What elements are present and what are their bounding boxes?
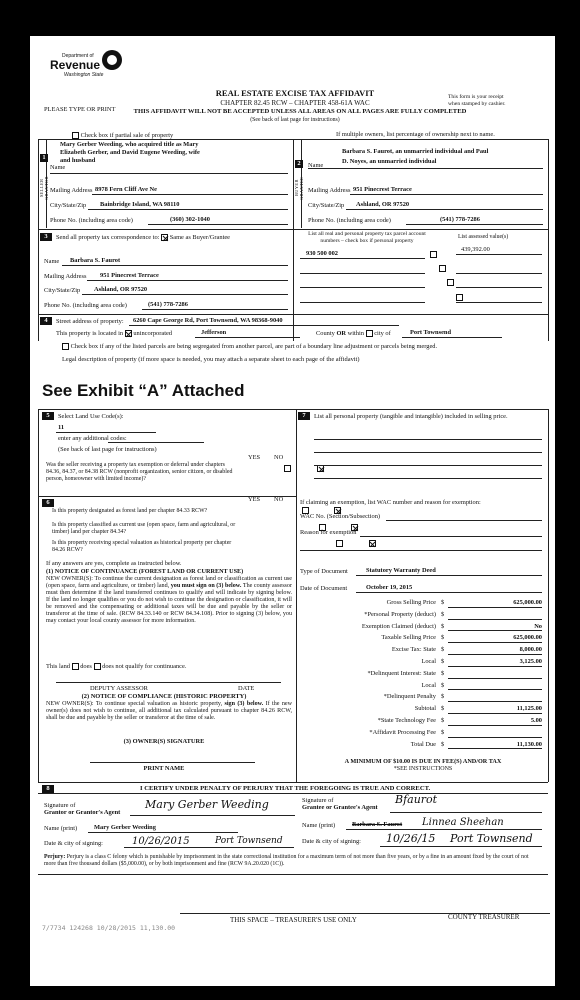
section-4-number: 4 xyxy=(40,317,52,325)
seller-city-label: City/State/Zip xyxy=(50,202,87,209)
calc-label: *Delinquent Interest: State xyxy=(367,669,436,677)
calc-value[interactable]: 625,000.00 xyxy=(513,599,542,606)
perjury-note: Perjury: Perjury is a class C felony which is punishable by imprisonment in the state correctional institution for a maximum term of not more than five years, or by a fine in an amount fixed by the court of not more than five thousand dollars ($5,000.00), or by both imprisonment and fine (RCW 9A.20.020 (1C)). xyxy=(44,854,529,867)
notice1-title: (1) NOTICE OF CONTINUANCE (FOREST LAND OR CURRENT USE) xyxy=(46,568,244,575)
section-5-number: 5 xyxy=(42,412,54,420)
calc-label: *State Technology Fee xyxy=(377,717,436,724)
grantee-signature[interactable]: Bfaurot xyxy=(395,793,438,806)
correspondence-label: Send all property tax correspondence to: Same as Buyer/Grantee xyxy=(56,234,231,241)
exemption-question: Was the seller receiving a property tax exemption or deferral under chapters 84.36, 84.37, or 84.38 RCW (nonprofit organization, senior citizen, or disabled person, homeowner with limited income)? xyxy=(46,462,233,482)
grantor-date-label: Date & city of signing: xyxy=(44,840,103,847)
seller-name-label: Name xyxy=(50,164,66,171)
section-6-no: NO xyxy=(274,496,284,503)
land-use-see-back: (See back of last page for instructions) xyxy=(58,446,157,453)
calc-underline xyxy=(448,678,542,679)
calc-label: Exemption Claimed (deduct) xyxy=(361,622,436,630)
buyer-name-label: Name xyxy=(308,162,324,169)
calc-value[interactable]: 5.00 xyxy=(530,717,542,724)
calc-underline xyxy=(448,713,542,714)
logo-revenue: Revenue xyxy=(50,58,101,72)
county-treasurer: COUNTY TREASURER xyxy=(448,913,520,921)
calc-value[interactable]: No xyxy=(534,622,542,630)
section-1-number: 1 xyxy=(40,154,48,162)
calc-underline xyxy=(448,630,542,631)
grantee-sig-label-1: Signature of xyxy=(302,797,334,804)
seller-mailing-label: Mailing Address xyxy=(50,187,93,194)
see-instructions: *SEE INSTRUCTIONS xyxy=(393,766,453,772)
corr-city[interactable]: Ashland, OR 97520 xyxy=(94,286,148,293)
form-warning: THIS AFFIDAVIT WILL NOT BE ACCEPTED UNLESS ALL AREAS ON ALL PAGES ARE FULLY COMPLETED xyxy=(133,108,467,115)
grantee-name-label: Name (print) xyxy=(302,822,336,829)
calc-label: Excise Tax: State xyxy=(391,646,436,654)
calc-row xyxy=(300,681,542,693)
calc-underline xyxy=(448,607,542,608)
document-type[interactable]: Statutory Warranty Deed xyxy=(366,567,436,574)
calc-row xyxy=(300,704,542,716)
document-date-label: Date of Document xyxy=(300,585,348,592)
grantor-sig-label-1: Signature of xyxy=(44,802,76,809)
section-6-yes: YES xyxy=(248,496,261,503)
seller-name-1[interactable]: Mary Gerber Weeding, who acquired title as Mary xyxy=(60,141,199,148)
calc-currency: $ xyxy=(441,622,445,630)
county-value[interactable]: Jefferson xyxy=(201,329,227,336)
calc-currency: $ xyxy=(441,693,445,701)
minimum-due: A MINIMUM OF $10.00 IS DUE IN FEE(S) AND/OR TAX xyxy=(344,758,502,765)
owner-signature-label: (3) OWNER(S) SIGNATURE xyxy=(123,738,205,745)
calc-row xyxy=(300,622,542,634)
seller-city[interactable]: Bainbridge Island, WA 98110 xyxy=(100,201,180,208)
calc-value[interactable]: 625,000.00 xyxy=(513,634,542,642)
deputy-date-label: DATE xyxy=(238,685,255,692)
corr-name[interactable]: Barbara S. Faurot xyxy=(70,257,121,264)
forest-q3-yes-checkbox[interactable] xyxy=(336,540,343,547)
corr-phone[interactable]: (541) 778-7286 xyxy=(148,301,188,308)
partial-sale-checkbox[interactable] xyxy=(72,132,79,139)
this-land-row: This land does does not qualify for continuance. xyxy=(46,663,187,670)
calc-row xyxy=(300,669,542,681)
corr-mailing[interactable]: 951 Pinecrest Terrace xyxy=(100,272,159,279)
deputy-assessor-label: DEPUTY ASSESSOR xyxy=(90,685,148,692)
personal-property-label: List all personal property (tangible and intangible) included in selling price. xyxy=(314,413,508,420)
calc-underline xyxy=(448,654,542,655)
affidavit-page xyxy=(30,36,555,986)
treasurer-stamp: 7/7734 124268 10/28/2015 11,130.00 xyxy=(42,924,176,932)
wac-label: WAC No. (Section/Subsection) xyxy=(300,513,381,520)
please-type: PLEASE TYPE OR PRINT xyxy=(44,106,116,113)
calc-label: Taxable Selling Price xyxy=(381,634,436,642)
calc-currency: $ xyxy=(441,705,445,713)
parcel-1-personal-checkbox[interactable] xyxy=(430,251,437,258)
calc-row xyxy=(300,657,542,669)
buyer-side-label: BUYER GRANTEE xyxy=(294,140,302,228)
logo-line1: Department of xyxy=(62,53,94,59)
seller-name-3[interactable]: and husband xyxy=(60,157,96,164)
calc-label: Local xyxy=(421,658,436,665)
calc-row xyxy=(300,645,542,657)
grantor-signature[interactable]: Mary Gerber Weeding xyxy=(145,798,269,811)
forest-q3: Is this property receiving special valuation as historical property per chapter 84.26 RCW? xyxy=(52,540,232,553)
land-use-label: Select Land Use Code(s): xyxy=(58,413,124,420)
treasurer-space: THIS SPACE – TREASURER'S USE ONLY xyxy=(230,916,357,924)
corr-phone-label: Phone No. (including area code) xyxy=(44,302,127,309)
calc-underline xyxy=(448,619,542,620)
assessed-header: List assessed value(s) xyxy=(458,234,509,240)
calc-underline xyxy=(448,725,542,726)
corr-city-label: City/State/Zip xyxy=(44,287,81,294)
notice2-body: NEW OWNER(S): To continue special valuation as historic property, sign (3) below. If the new owner(s) does not wish to continue, all additional tax calculated pursuant to chapter 84.26 RCW, shall be due and payable by the seller or transferor at the time of sale. xyxy=(46,701,293,721)
calc-label: *Personal Property (deduct) xyxy=(364,610,436,618)
dor-logo xyxy=(42,50,122,82)
buyer-phone[interactable]: (541) 778-7286 xyxy=(440,216,480,223)
exemption-label: If claiming an exemption, list WAC number and reason for exemption: xyxy=(300,499,481,506)
buyer-city[interactable]: Ashland, OR 97520 xyxy=(356,201,410,208)
seller-phone-label: Phone No. (including area code) xyxy=(50,217,133,224)
section-5-yes: YES xyxy=(248,454,261,461)
buyer-mailing[interactable]: 951 Pinecrest Terrace xyxy=(353,186,412,193)
grantee-date-label: Date & city of signing: xyxy=(302,838,361,845)
calc-currency: $ xyxy=(441,599,445,606)
calc-underline xyxy=(448,737,542,738)
does-qualify-checkbox[interactable] xyxy=(72,663,79,670)
calc-row xyxy=(300,610,542,622)
grantor-name[interactable]: Mary Gerber Weeding xyxy=(94,824,156,831)
same-as-buyer-checkbox[interactable] xyxy=(161,234,168,241)
grantor-sig-label-2: Grantor or Grantor's Agent xyxy=(44,809,121,816)
legal-description-label: Legal description of property (if more space is needed, you may attach a separate sheet to each page of the affidavit) xyxy=(62,356,360,363)
notice1-body: NEW OWNER(S): To continue the current designation as forest land or classification as current use (open space, farm and agriculture, or timber) land, you must sign on (3) below. The county assessor must then determine if the land transferred continues to qualify and will indicate by signing below. If the land no longer qualifies or you do not wish to continue the designation or classification, it will be removed and the compensating or additional taxes will be due and payable by the seller or transferor at the time of sale. (RCW 84.33.140 or RCW 84.34.108). Prior to signing (3) below, you may contact your local county assessor for more information. xyxy=(46,576,293,624)
logo-state: Washington State xyxy=(64,72,104,78)
buyer-city-label: City/State/Zip xyxy=(308,202,345,209)
form-chapters: CHAPTER 82.45 RCW – CHAPTER 458-61A WAC xyxy=(220,99,370,107)
parcels-header-2: numbers – check box if personal property xyxy=(320,238,414,244)
parcel-1[interactable]: 930 500 002 xyxy=(306,250,338,257)
grantee-sig-label-2: Grantee or Grantee's Agent xyxy=(302,804,378,811)
exemption-no-checkbox[interactable] xyxy=(317,465,324,472)
parcel-2-personal-checkbox[interactable] xyxy=(439,265,446,272)
calc-underline xyxy=(448,642,542,643)
calc-label: Gross Selling Price xyxy=(386,599,436,606)
multiple-owners-note: If multiple owners, list percentage of ownership next to name. xyxy=(336,131,495,138)
form-title: REAL ESTATE EXCISE TAX AFFIDAVIT xyxy=(215,88,375,98)
calc-label: Subtotal xyxy=(414,705,436,713)
certify-title: I CERTIFY UNDER PENALTY OF PERJURY THAT THE FOREGOING IS TRUE AND CORRECT. xyxy=(140,785,431,792)
additional-codes-label: enter any additional codes: xyxy=(58,435,127,442)
city-value[interactable]: Port Townsend xyxy=(410,329,452,336)
section-8-number: 8 xyxy=(42,785,54,793)
document-type-label: Type of Document xyxy=(300,568,348,575)
county-or-row: County OR within city of xyxy=(316,330,391,337)
buyer-mailing-label: Mailing Address xyxy=(308,187,351,194)
section-3-number: 3 xyxy=(40,233,52,241)
grantee-date[interactable]: 10/26/15 xyxy=(386,832,436,845)
parcel-4-personal-checkbox[interactable] xyxy=(456,294,463,301)
calc-label: Total Due xyxy=(410,740,436,748)
calc-label: *Delinquent Penalty xyxy=(383,693,436,701)
grantee-city[interactable]: Port Townsend xyxy=(450,832,533,845)
section-7-number: 7 xyxy=(298,412,310,420)
calc-underline xyxy=(448,701,542,702)
segregated-row: Check box if any of the listed parcels are being segregated from another parcel, are part of a boundary line adjustment or parcels being merged. xyxy=(62,343,437,350)
form-see-back: (See back of last page for instructions) xyxy=(250,117,340,123)
calc-currency: $ xyxy=(441,681,445,689)
notice2-title: (2) NOTICE OF COMPLIANCE (HISTORIC PROPERTY) xyxy=(81,693,247,700)
city-of-checkbox[interactable] xyxy=(366,330,373,337)
calc-label: *Affidavit Processing Fee xyxy=(369,728,436,736)
calc-currency: $ xyxy=(441,740,445,748)
forest-q1: Is this property designated as forest land per chapter 84.33 RCW? xyxy=(52,508,208,514)
calc-currency: $ xyxy=(441,717,445,724)
calc-row xyxy=(300,692,542,704)
calc-currency: $ xyxy=(441,610,445,618)
calc-currency: $ xyxy=(441,658,445,665)
unincorporated-checkbox[interactable] xyxy=(125,330,132,337)
grantor-name-label: Name (print) xyxy=(44,825,78,832)
forest-q2: Is this property classified as current use (open space, farm and agricultural, or timber) land per chapter 84.34? xyxy=(52,522,236,535)
calc-value[interactable]: 3,125.00 xyxy=(519,658,542,665)
grantor-city[interactable]: Port Townsend xyxy=(215,836,283,846)
seller-name-2[interactable]: Elizabeth Gerber, and David Eugene Weeding, wife xyxy=(60,149,200,156)
street-label: Street address of property: xyxy=(56,318,124,325)
corr-name-label: Name xyxy=(44,258,60,265)
segregated-checkbox[interactable] xyxy=(62,343,69,350)
calc-row xyxy=(300,598,542,610)
grantor-date[interactable]: 10/26/2015 xyxy=(132,836,190,847)
section-2-number: 2 xyxy=(295,160,303,168)
document-date[interactable]: October 19, 2015 xyxy=(366,584,413,591)
buyer-phone-label: Phone No. (including area code) xyxy=(308,217,391,224)
parcels-header-1: List all real and personal property tax parcel account xyxy=(308,231,426,237)
calc-value[interactable]: 11,130.00 xyxy=(516,740,542,748)
calc-value[interactable]: 8,000.00 xyxy=(519,646,542,654)
calc-row xyxy=(300,728,542,740)
property-location-row: This property is located in unincorporated xyxy=(56,330,172,337)
grantee-name[interactable]: Barbara S. Faurot xyxy=(352,821,403,828)
grantee-name-hand[interactable]: Linnea Sheehan xyxy=(422,817,504,828)
street-address[interactable]: 6260 Cape George Rd, Port Townsend, WA 98368-9040 xyxy=(133,317,283,324)
calc-row xyxy=(300,716,542,728)
parcel-3-personal-checkbox[interactable] xyxy=(447,279,454,286)
calc-underline xyxy=(448,666,542,667)
exhibit-heading: See Exhibit “A” Attached xyxy=(42,381,245,400)
calc-currency: $ xyxy=(441,646,445,654)
exemption-yes-checkbox[interactable] xyxy=(284,465,291,472)
calc-underline xyxy=(448,748,542,749)
calc-currency: $ xyxy=(441,634,445,642)
land-use-code[interactable]: 11 xyxy=(58,424,65,431)
calc-row xyxy=(300,740,542,752)
does-not-qualify-checkbox[interactable] xyxy=(94,663,101,670)
seller-side-label: SELLER GRANTOR xyxy=(39,140,47,228)
seller-phone[interactable]: (360) 302-1040 xyxy=(170,216,210,223)
receipt-note-2: when stamped by cashier. xyxy=(448,101,506,107)
calc-value[interactable]: 11,125.00 xyxy=(516,705,542,713)
receipt-note-1: This form is your receipt xyxy=(448,94,504,100)
calc-label: Local xyxy=(421,681,436,689)
if-yes-note: If any answers are yes, complete as instructed below. xyxy=(46,560,182,567)
reason-label: Reason for exemption xyxy=(300,529,357,536)
section-6-number: 6 xyxy=(42,499,54,507)
print-name-label: PRINT NAME xyxy=(143,765,185,772)
calc-underline xyxy=(448,689,542,690)
calc-currency: $ xyxy=(441,669,445,677)
calc-currency: $ xyxy=(441,728,445,736)
buyer-name-1[interactable]: Barbara S. Faurot, an unmarried individual and Paul xyxy=(342,148,489,155)
partial-sale-row: Check box if partial sale of property xyxy=(72,132,173,139)
corr-mailing-label: Mailing Address xyxy=(44,273,87,280)
forest-q3-no-checkbox[interactable] xyxy=(369,540,376,547)
section-5-no: NO xyxy=(274,454,284,461)
seller-mailing[interactable]: 8978 Fern Cliff Ave Ne xyxy=(95,186,157,193)
assessed-1[interactable]: 439,392.00 xyxy=(461,246,490,253)
calc-row xyxy=(300,633,542,645)
buyer-name-2[interactable]: D. Noyes, an unmarried individual xyxy=(342,158,437,165)
